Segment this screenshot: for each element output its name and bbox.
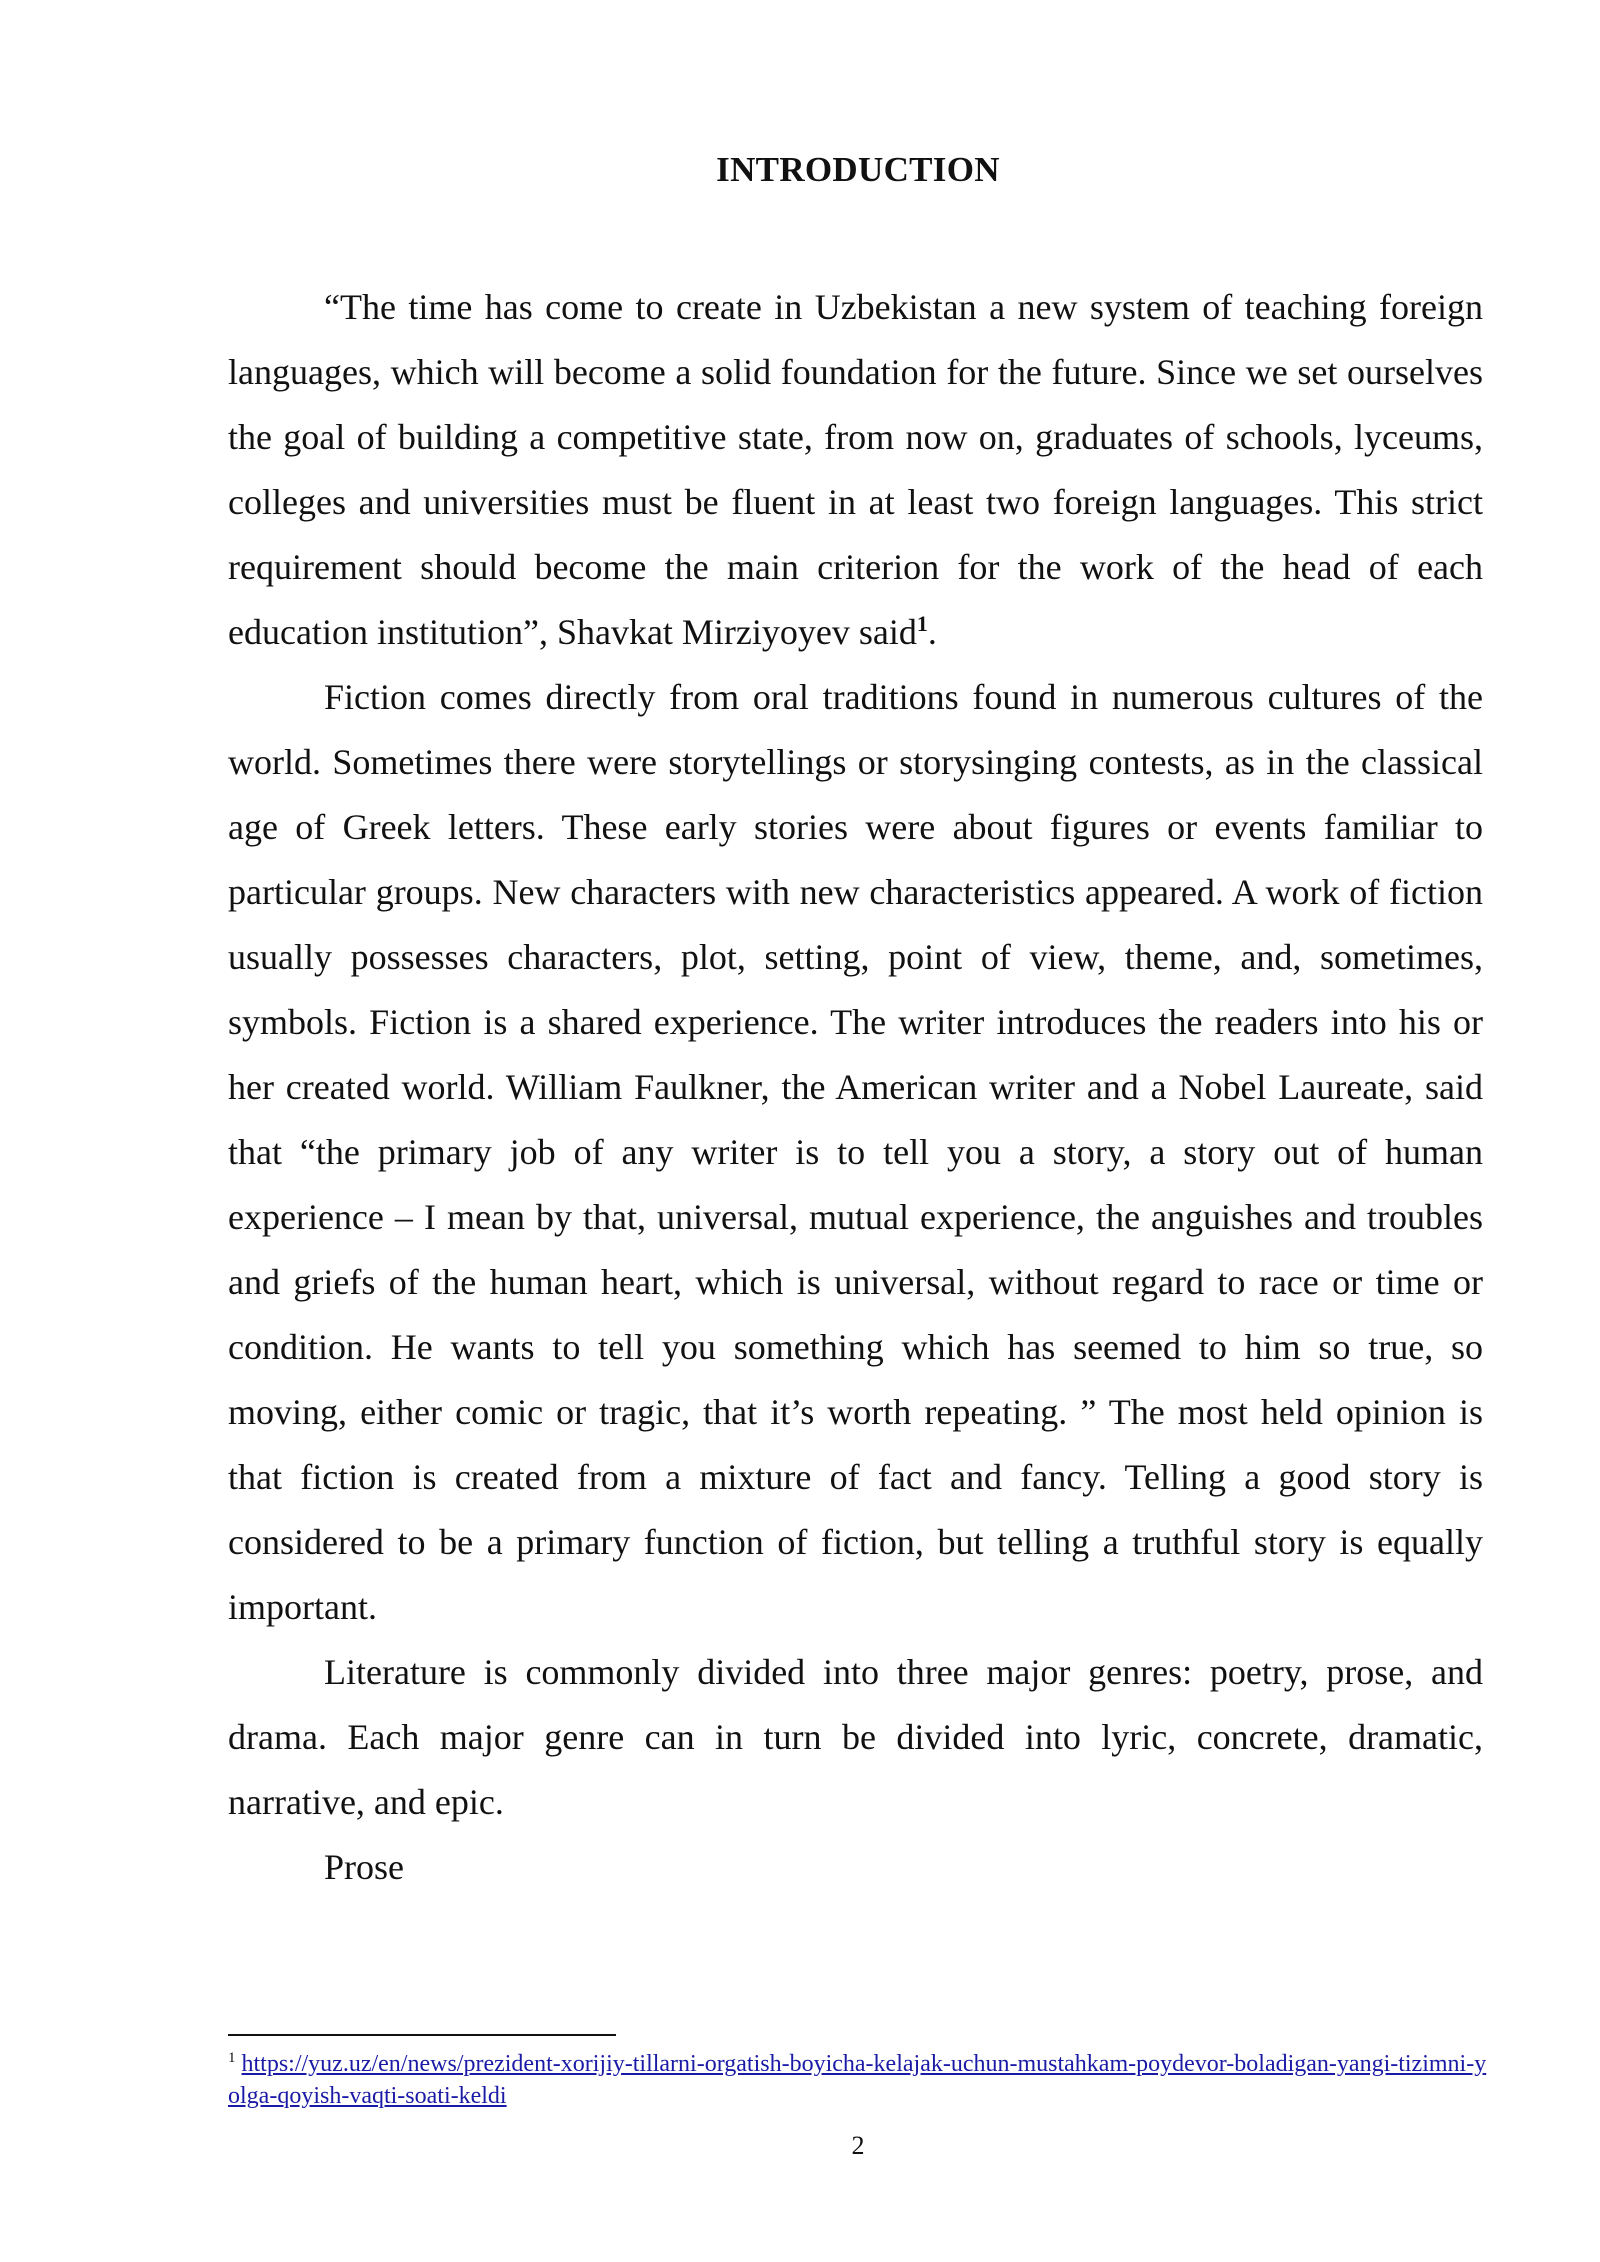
paragraph-3: Literature is commonly divided into three major genres: poetry, prose, and drama. Each major genre can in turn be divided into lyric, concrete, dramatic, narrative, and epic. [228, 1652, 1483, 1822]
page-number: 2 [851, 2131, 865, 2160]
footnote [228, 2048, 1488, 2112]
paragraph-1-text: “The time has come to create in Uzbekistan a new system of teaching foreign languages, which will become a solid foundation for the future. Since we set ourselves the goal of building a competitive state, from now on, graduates of schools, lyceums, colleges and universities must be fluent in at least two foreign languages. This strict requirement should become the main criterion for the work of the head of each education institution”, Shavkat Mirziyoyev said [228, 287, 1483, 652]
paragraph-4: Prose [324, 1847, 404, 1887]
paragraph-1-end: . [927, 612, 937, 652]
page-title: INTRODUCTION [716, 150, 1000, 189]
body-text [228, 275, 1483, 1900]
footnote-mark: 1 [228, 2050, 236, 2066]
footnote-link[interactable]: https://yuz.uz/en/news/prezident-xorijiy-tillarni-orgatish-boyicha-kelajak-uchun-mustahkam-poydevor-boladigan-yangi-tizimni-yolga-qoyish-vaqti-soati-keldi [228, 2051, 1487, 2109]
paragraph-1 [228, 275, 1483, 665]
paragraph-2: Fiction comes directly from oral traditions found in numerous cultures of the world. Sometimes there were storytellings or storysinging contests, as in the classical age of Greek letters. These early stories were about figures or events familiar to particular groups. New characters with new characteristics appeared. A work of fiction usually possesses characters, plot, setting, point of view, theme, and, sometimes, symbols. Fiction is a shared experience. The writer introduces the readers into his or her created world. William Faulkner, the American writer and a Nobel Laureate, said that “the primary job of any writer is to tell you a story, a story out of human experience – I mean by that, universal, mutual experience, the anguishes and troubles and griefs of the human heart, which is universal, without regard to race or time or condition. He wants to tell you something which has seemed to him so true, so moving, either comic or tragic, that it’s worth repeating. ” The most held opinion is that fiction is created from a mixture of fact and fancy. Telling a good story is considered to be a primary function of fiction, but telling a truthful story is equally important. [228, 677, 1483, 1627]
footnote-separator [228, 2034, 616, 2036]
footnote-reference[interactable]: 1 [916, 611, 928, 636]
